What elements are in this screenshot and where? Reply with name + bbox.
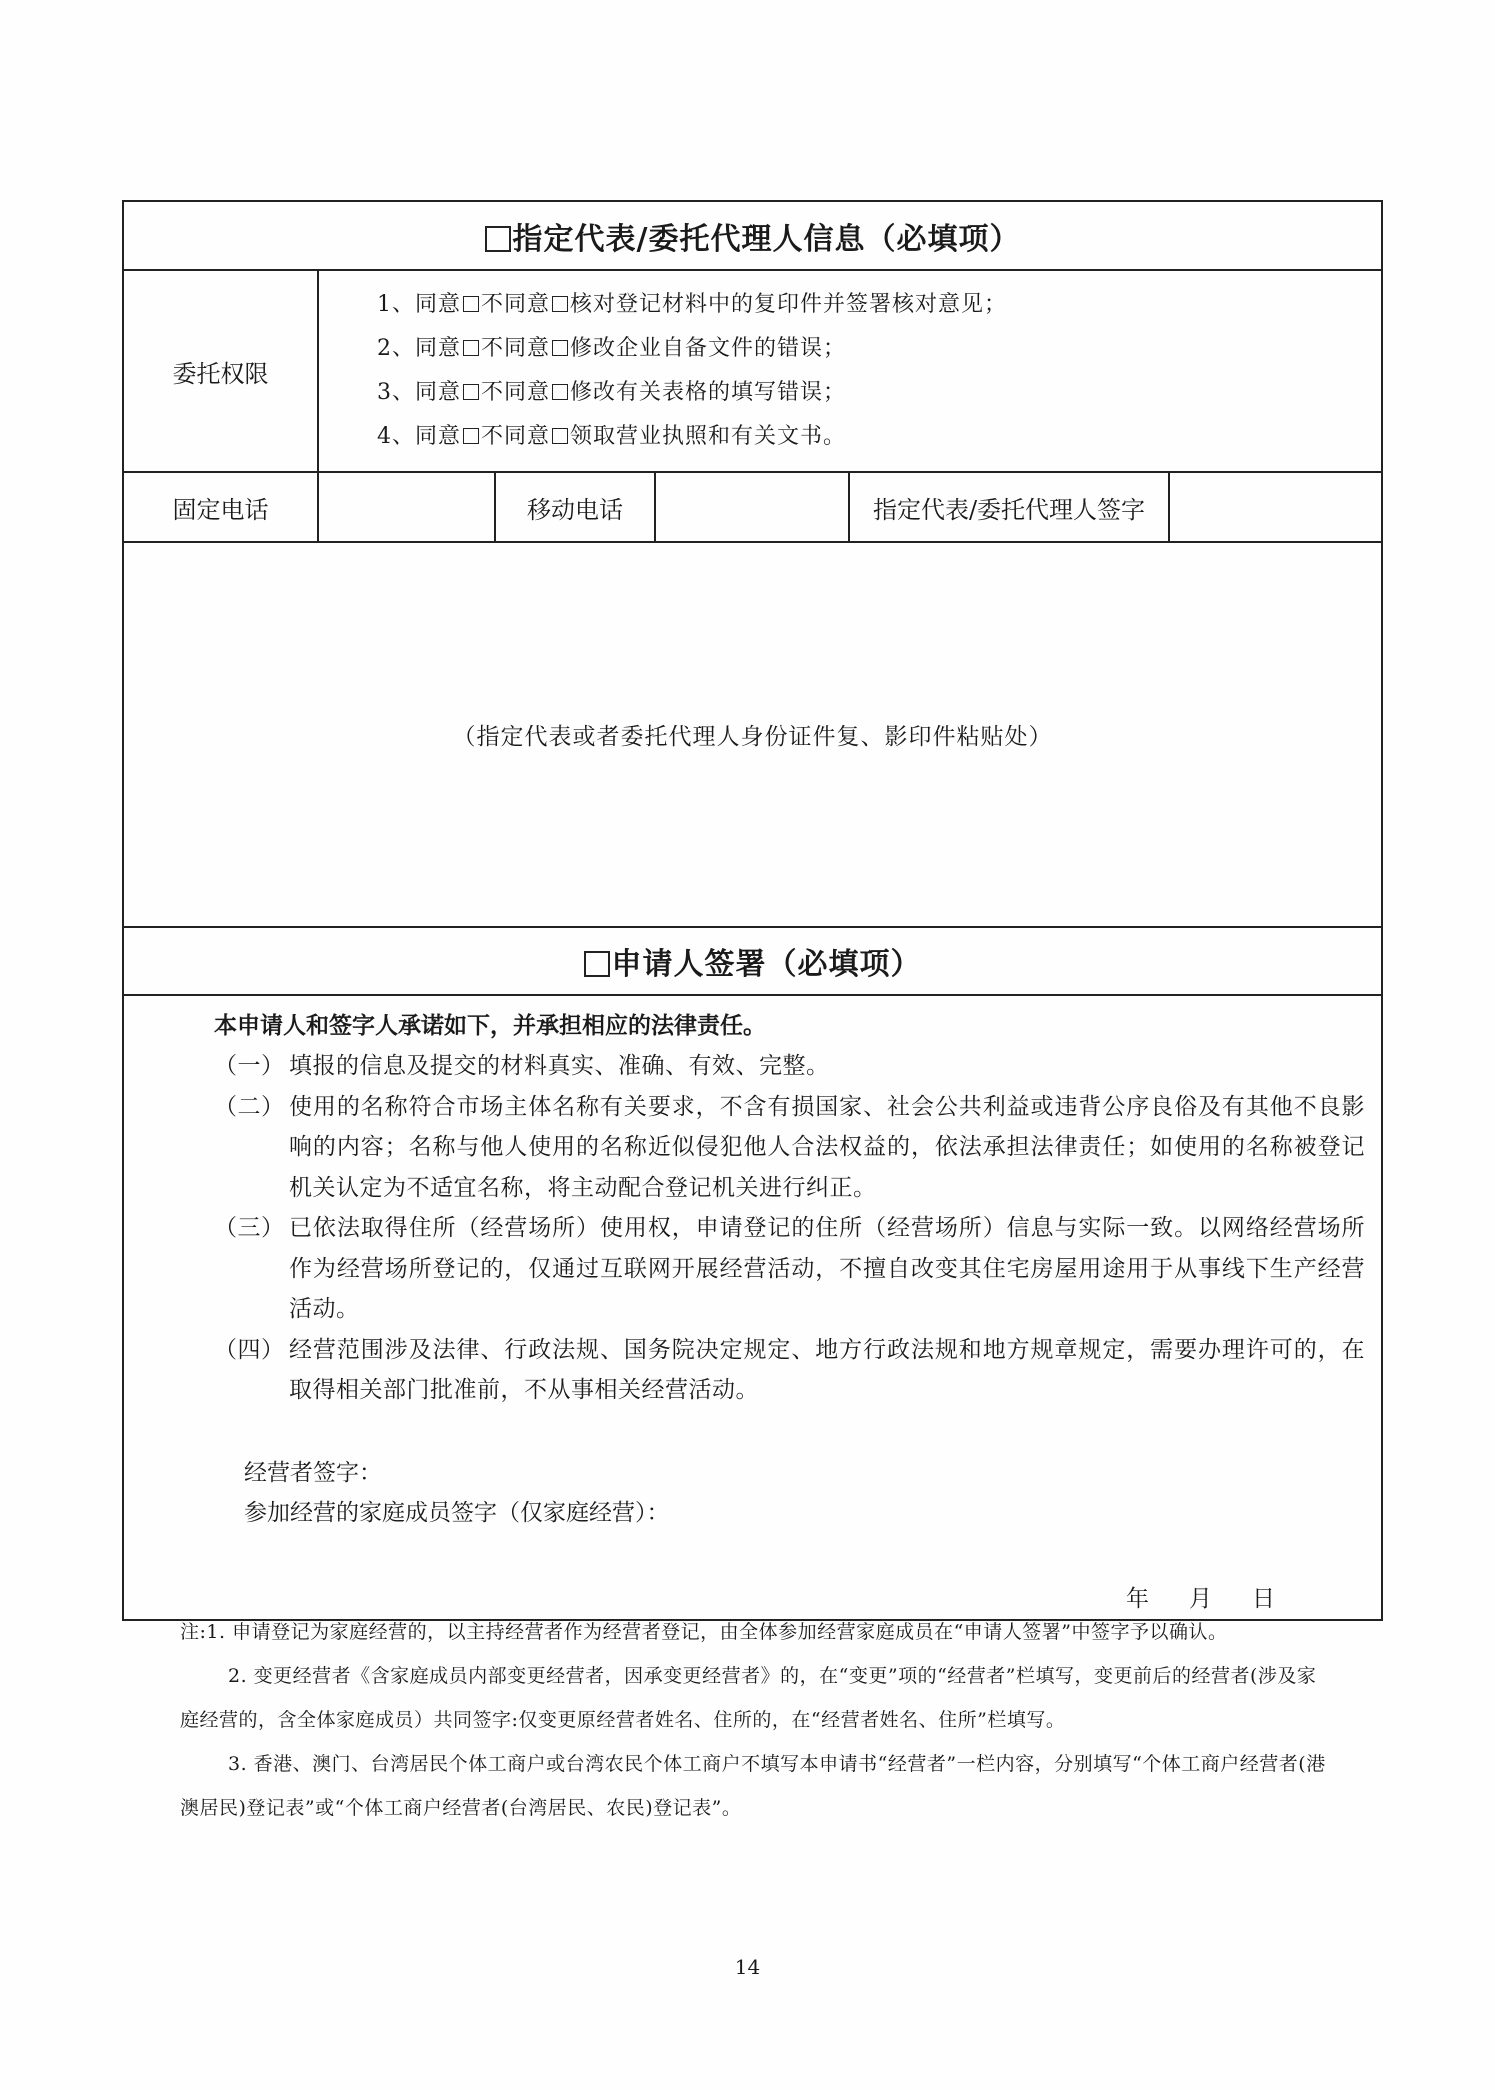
mobile-phone-label: 移动电话 — [495, 472, 655, 542]
section-agent-checkbox[interactable] — [485, 226, 511, 252]
id-paste-area — [123, 542, 1382, 927]
disagree-checkbox[interactable] — [552, 428, 568, 444]
date-year: 年 — [1126, 1585, 1150, 1612]
section-applicant-header — [123, 927, 1382, 995]
auth-item: 3、同意 不同意 修改有关表格的填写错误； — [377, 380, 847, 405]
pledge-item: （四） 经营范围涉及法律、行政法规、国务院决定规定、地方行政法规和地方规章规定，需要办理许可的，在取得相关部门批准前，不从事相关经营活动。 — [214, 1336, 1366, 1403]
agree-checkbox[interactable] — [463, 296, 479, 312]
date-month: 月 — [1189, 1585, 1213, 1612]
fixed-phone-label: 固定电话 — [123, 472, 318, 542]
section-applicant-title: 申请人签署（必填项） — [611, 947, 922, 982]
fixed-phone-field[interactable] — [318, 472, 495, 542]
disagree-checkbox[interactable] — [552, 340, 568, 356]
pledge-title: 本申请人和签字人承诺如下，并承担相应的法律责任。 — [214, 1013, 766, 1039]
applicant-pledge — [123, 995, 1382, 1620]
id-paste-text: （指定代表或者委托代理人身份证件复、影印件粘贴处） — [452, 724, 1053, 750]
agent-signature-field[interactable] — [1169, 472, 1382, 542]
agree-checkbox[interactable] — [463, 384, 479, 400]
note-item: 注:1. 申请登记为家庭经营的，以主持经营者作为经营者登记，由全体参加经营家庭成员在“申请人签署”中签字予以确认。 — [180, 1621, 1228, 1643]
page-number: 14 — [734, 1955, 761, 1979]
auth-item: 2、同意 不同意 修改企业自备文件的错误； — [377, 336, 847, 361]
agent-signature-label: 指定代表/委托代理人签字 — [849, 472, 1169, 542]
agree-checkbox[interactable] — [463, 428, 479, 444]
disagree-checkbox[interactable] — [552, 296, 568, 312]
operator-signature-label[interactable]: 经营者签字： — [244, 1459, 382, 1486]
mobile-phone-field[interactable] — [655, 472, 849, 542]
agent-info-form — [122, 200, 1383, 1621]
pledge-item: （三） 已依法取得住所（经营场所）使用权，申请登记的住所（经营场所）信息与实际一致。以网络经营场所作为经营场所登记的，仅通过互联网开展经营活动，不擅自改变其住宅房屋用途用于从事线下生产经营活动。 — [214, 1215, 1366, 1322]
auth-item: 1、同意 不同意 核对登记材料中的复印件并签署核对意见； — [377, 292, 1008, 317]
date-day: 日 — [1252, 1585, 1276, 1612]
agree-checkbox[interactable] — [463, 340, 479, 356]
family-signature-label[interactable]: 参加经营的家庭成员签字（仅家庭经营）： — [244, 1499, 670, 1526]
section-agent-title: 指定代表/委托代理人信息（必填项） — [512, 221, 1021, 257]
section-applicant-checkbox[interactable] — [584, 951, 610, 977]
pledge-item: （一） 填报的信息及提交的材料真实、准确、有效、完整。 — [214, 1053, 830, 1079]
note-item: 3. 香港、澳门、台湾居民个体工商户或台湾农民个体工商户不填写本申请书“经营者”一栏内容，分别填写“个体工商户经营者(港澳居民)登记表”或“个体工商户经营者(台湾居民、农民)登记表”。 — [180, 1753, 1326, 1819]
section-agent-header — [123, 201, 1382, 270]
auth-item: 4、同意 不同意 领取营业执照和有关文书。 — [377, 424, 847, 449]
note-item: 2. 变更经营者《含家庭成员内部变更经营者，因承变更经营者》的，在“变更”项的“经营者”栏填写，变更前后的经营者(涉及家庭经营的，含全体家庭成员）共同签字:仅变更原经营者姓名、住所的，在“经营者姓名、住所”栏填写。 — [180, 1665, 1317, 1731]
auth-options — [318, 270, 1382, 472]
auth-label: 委托权限 — [123, 270, 318, 472]
pledge-item: （二） 使用的名称符合市场主体名称有关要求，不含有损国家、社会公共利益或违背公序良俗及有其他不良影响的内容；名称与他人使用的名称近似侵犯他人合法权益的，依法承担法律责任；如使用的名称被登记机关认定为不适宜名称，将主动配合登记机关进行纠正。 — [214, 1093, 1366, 1201]
disagree-checkbox[interactable] — [552, 384, 568, 400]
notes — [180, 1610, 1330, 1830]
